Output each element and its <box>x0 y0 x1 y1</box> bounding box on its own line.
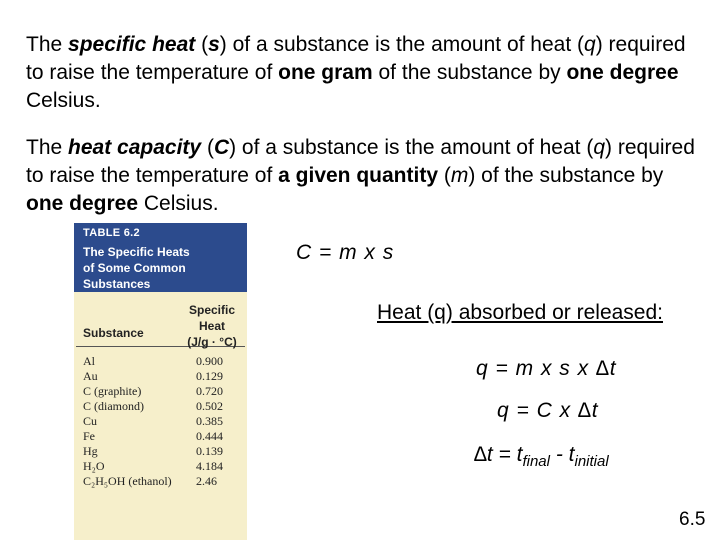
heat-capacity-equation: C = m x s <box>296 241 395 264</box>
table-row: C (diamond) 0.502 <box>83 399 223 413</box>
specific-heat-definition: The specific heat (s) of a substance is the amount of heat (q) required to raise the temperature of one gram of the substance by one degree Celsius. <box>26 33 686 112</box>
table-row: C (graphite) 0.720 <box>83 384 223 398</box>
column-header-substance: Substance <box>83 326 144 340</box>
table-row: H₂O 4.184 <box>83 459 223 473</box>
table-number: TABLE 6.2 <box>83 227 140 239</box>
table-column-headers <box>74 292 247 349</box>
specific-heats-table <box>74 223 247 540</box>
heat-equation-capacity: q = C x ∆t <box>497 399 599 422</box>
slide-number: 6.5 <box>679 509 706 530</box>
table-row: Fe 0.444 <box>83 429 223 443</box>
table-row: Hg 0.139 <box>83 444 223 458</box>
table-title: The Specific Heats of Some Common Substances <box>83 245 190 291</box>
table-row: Cu 0.385 <box>83 414 223 428</box>
heat-equation-mass: q = m x s x ∆t <box>476 357 617 380</box>
table-row: Al 0.900 <box>83 354 223 368</box>
table-body <box>74 347 247 489</box>
heat-absorbed-heading: Heat (q) absorbed or released: <box>377 301 663 324</box>
table-header <box>74 223 247 292</box>
heat-capacity-definition: The heat capacity (C) of a substance is the amount of heat (q) required to raise the temperature of a given quantity (m) of the substance by one degree Celsius. <box>26 136 695 215</box>
delta-t-equation: $\Delta t = t_{final} - t_{initial}$ <box>474 443 609 470</box>
column-header-specific-heat: Specific Heat (J/g · °C) <box>187 303 237 349</box>
table-row: C₂H₅OH (ethanol) 2.46 <box>83 474 217 488</box>
table-row: Au 0.129 <box>83 369 223 383</box>
